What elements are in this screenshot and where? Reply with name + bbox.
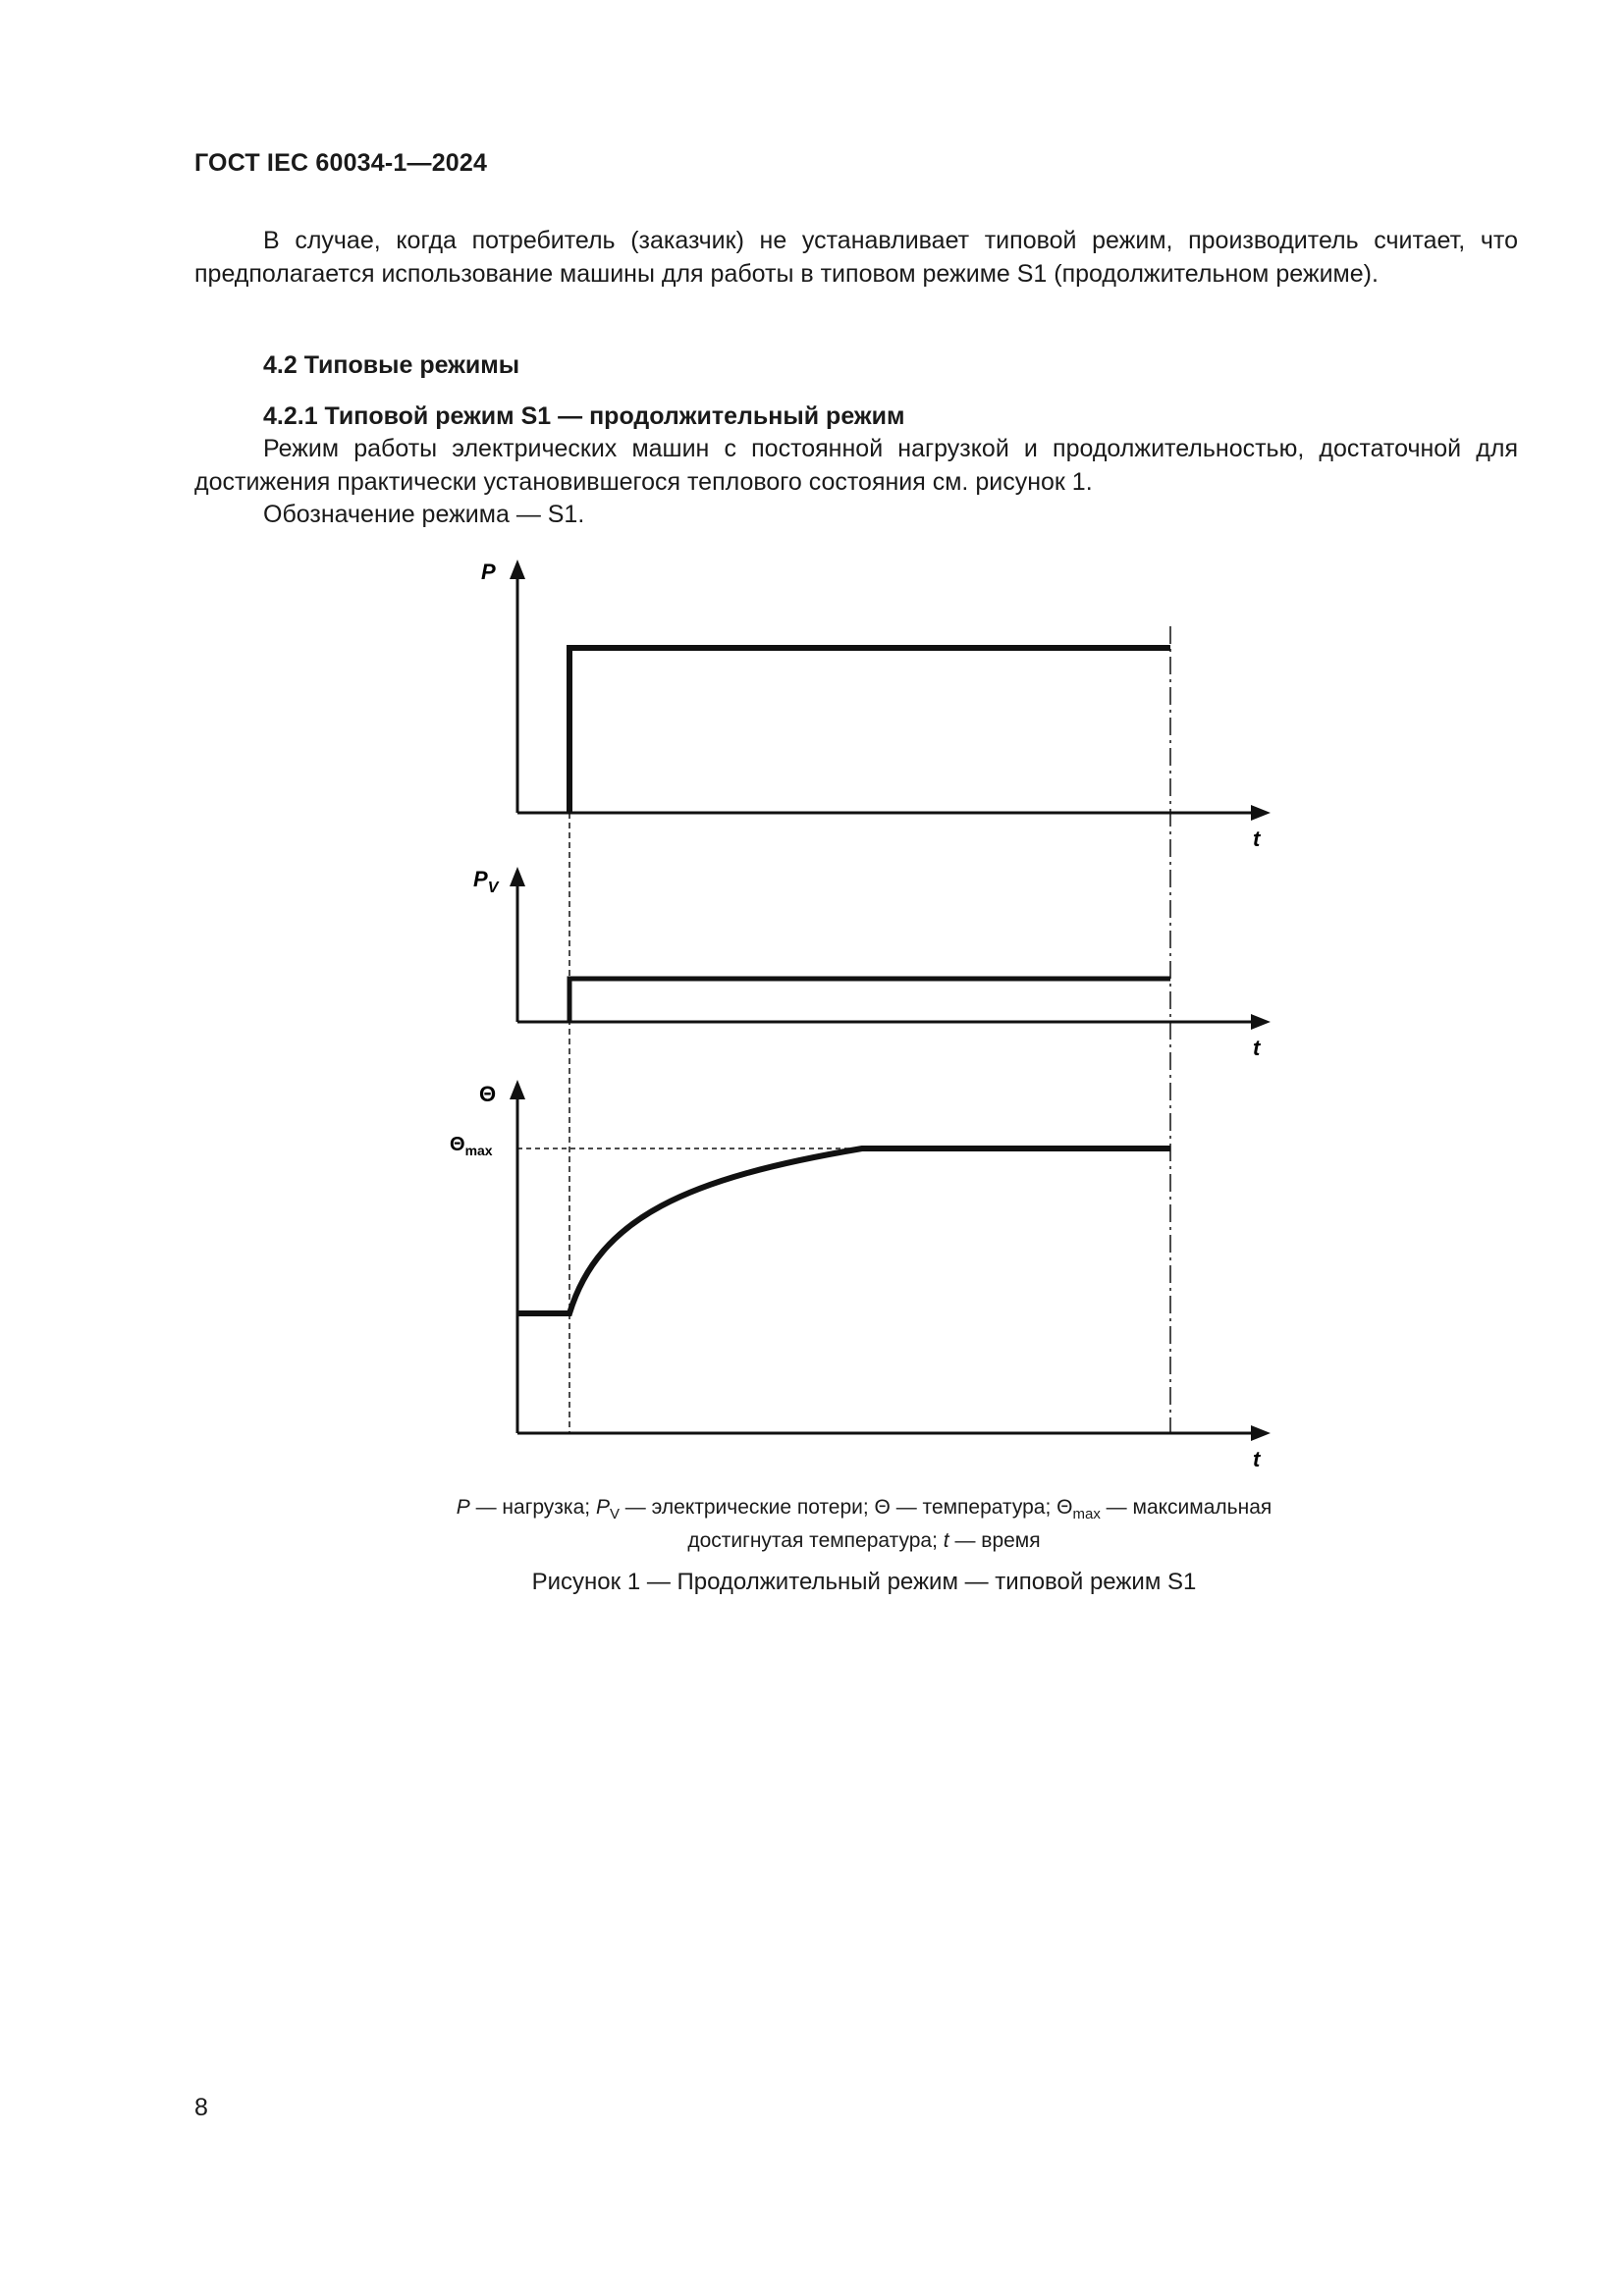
legend-pv-desc: — электрические потери; Θ — температура; Θ	[619, 1496, 1073, 1519]
document-header: ГОСТ IEC 60034-1—2024	[194, 149, 488, 177]
pv-axis-label-main: P	[473, 867, 488, 891]
legend-pv-symbol: P	[595, 1496, 610, 1519]
figure-legend	[373, 1494, 1355, 1554]
theta-axis-arrow	[510, 1080, 525, 1099]
figure-caption: Рисунок 1 — Продолжительный режим — типовой режим S1	[531, 1569, 1197, 1595]
pv-axis-label-sub: V	[487, 880, 499, 896]
t-axis-label-2: t	[1253, 1036, 1261, 1060]
p-panel	[481, 560, 1271, 851]
p-axis-label: P	[481, 560, 496, 584]
t-axis-label-1: t	[1253, 827, 1261, 851]
legend-t-symbol: t	[943, 1529, 949, 1553]
theta-max-label-main: Θ	[450, 1134, 465, 1155]
section-body: Режим работы электрических машин с постоянной нагрузкой и продолжительностью, достаточной для достижения практически установившегося теплового состояния см. рисунок 1.	[194, 435, 1518, 496]
legend-theta-max-desc: — максимальная	[1100, 1496, 1272, 1519]
subsection-heading: 4.2.1 Типовой режим S1 — продолжительный режим	[263, 402, 905, 430]
intro-paragraph: В случае, когда потребитель (заказчик) не устанавливает типовой режим, производитель считает, что предполагается использование машины для работы в типовом режиме S1 (продолжительном режиме).	[194, 227, 1518, 288]
legend-p-symbol: P	[456, 1496, 470, 1519]
legend-p-desc: — нагрузка;	[469, 1496, 596, 1519]
theta-time-arrow	[1251, 1425, 1271, 1441]
pv-axis-label	[473, 867, 500, 896]
pv-time-arrow	[1251, 1014, 1271, 1030]
section-heading: 4.2 Типовые режимы	[263, 351, 520, 379]
legend-pv-subscript: V	[609, 1506, 620, 1523]
legend-line2: достигнутая температура;	[687, 1529, 944, 1553]
legend-t-desc: — время	[948, 1529, 1041, 1553]
pv-panel	[473, 867, 1271, 1060]
theta-temperature-curve	[517, 1148, 1170, 1313]
theta-panel	[450, 1080, 1271, 1471]
pv-axis-arrow	[510, 867, 525, 886]
theta-max-label-sub: max	[464, 1143, 493, 1158]
pv-loss-curve	[569, 979, 1170, 1022]
theta-max-label	[450, 1134, 493, 1158]
theta-axis-label: Θ	[479, 1082, 497, 1106]
legend-theta-max-subscript: max	[1072, 1506, 1101, 1523]
page-number: 8	[194, 2094, 208, 2121]
mode-designation: Обозначение режима — S1.	[263, 501, 585, 528]
p-axis-arrow	[510, 560, 525, 579]
t-axis-label-3: t	[1253, 1447, 1261, 1471]
p-load-curve	[569, 648, 1170, 813]
p-time-arrow	[1251, 805, 1271, 821]
